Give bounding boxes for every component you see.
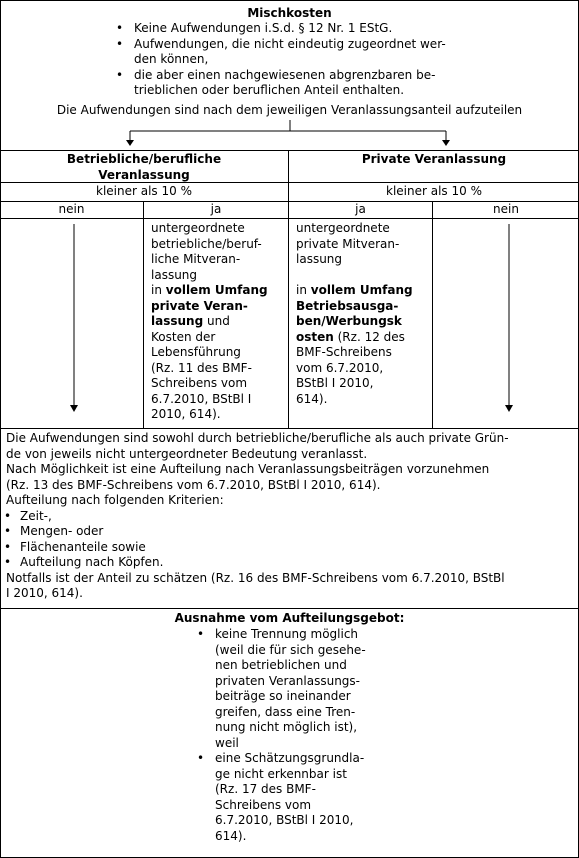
cell-text: und Kosten der Lebensführung (Rz. 11 des BMF- Schreibens vom 6.7.2010, BStBl I 2010, 614).: [151, 314, 252, 421]
arrow-head-right: [442, 140, 450, 146]
split-text: Die Aufwendungen sind sowohl durch betriebliche/berufliche als auch private Grün- de von jeweils nicht untergeordneter Bedeutung veranlasst.: [6, 431, 509, 461]
list-item: • Flächenanteile sowie: [0, 540, 576, 556]
list-item: • Zeit-,: [0, 509, 576, 525]
mixed-costs-bullets: [112, 21, 512, 99]
list-item: • Mengen- oder: [0, 524, 576, 540]
down-arrow-left-head: [70, 405, 78, 412]
col4-label: nein: [493, 202, 519, 216]
allocation-summary: Die Aufwendungen sind nach dem jeweiligen Veranlassungsanteil aufzuteilen: [56, 103, 523, 117]
criteria-list: [0, 509, 576, 571]
cell-text: (Rz. 12 des BMF-Schreibens vom 6.7.2010, BStBl I 2010, 614).: [296, 329, 405, 406]
cell-bold-text: vollem Umfang Betriebsausga- ben/Werbungsk osten: [296, 283, 413, 344]
split-text: Nach Möglichkeit ist eine Aufteilung nach Veranlassungsbeiträgen vorzunehmen (Rz. 13 des BMF-Schreibens vom 6.7.2010, BStBl I 2010, 614).: [6, 462, 490, 492]
arrow-head-left: [126, 140, 134, 146]
exception-title: Ausnahme vom Aufteilungsgebot:: [174, 611, 405, 625]
col1-label: nein: [58, 202, 85, 216]
minor-private-cell: [296, 221, 432, 407]
col3-label: ja: [355, 202, 366, 216]
mixed-costs-title: Mischkosten: [247, 6, 332, 20]
split-text: Notfalls ist der Anteil zu schätzen (Rz. 16 des BMF-Schreibens vom 6.7.2010, BStBl I 2010, 614).: [6, 570, 505, 600]
cell-bold-text: vollem Umfang private Veran- lassung: [151, 283, 268, 328]
down-arrow-right-head: [505, 405, 513, 412]
list-item: • eine Schätzungsgrundla- ge nicht erkennbar ist (Rz. 17 des BMF- Schreibens vom 6.7.2010, BStBl I 2010, 614).: [193, 751, 413, 844]
business-header: Betriebliche/berufliche Veranlassung: [66, 152, 222, 182]
private-threshold: kleiner als 10 %: [386, 184, 482, 198]
business-threshold: kleiner als 10 %: [96, 184, 192, 198]
col2-label: ja: [210, 202, 222, 216]
split-arrow: [130, 120, 446, 141]
exception-bullets: [193, 627, 413, 844]
private-header: Private Veranlassung: [361, 152, 507, 166]
minor-business-cell: [151, 221, 287, 423]
list-item: • Aufwendungen, die nicht eindeutig zugeordnet wer- den können,: [112, 37, 512, 68]
list-item: • die aber einen nachgewiesenen abgrenzbaren be- trieblichen oder beruflichen Anteil enthalten.: [112, 68, 512, 99]
cell-text: untergeordnete private Mitveran- lassung in: [296, 221, 400, 297]
cell-text: untergeordnete betriebliche/beruf- liche Mitveran- lassung in: [151, 221, 262, 297]
list-item: • keine Trennung möglich (weil die für sich gesehe- nen betrieblichen und privaten Veranlassungs- beiträge so ineinander greifen, dass eine Tren- nung nicht möglich ist), weil: [193, 627, 413, 751]
list-item: • Keine Aufwendungen i.S.d. § 12 Nr. 1 EStG.: [112, 21, 512, 37]
split-section: [6, 431, 576, 602]
split-text: Aufteilung nach folgenden Kriterien:: [6, 493, 224, 507]
list-item: • Aufteilung nach Köpfen.: [0, 555, 576, 571]
